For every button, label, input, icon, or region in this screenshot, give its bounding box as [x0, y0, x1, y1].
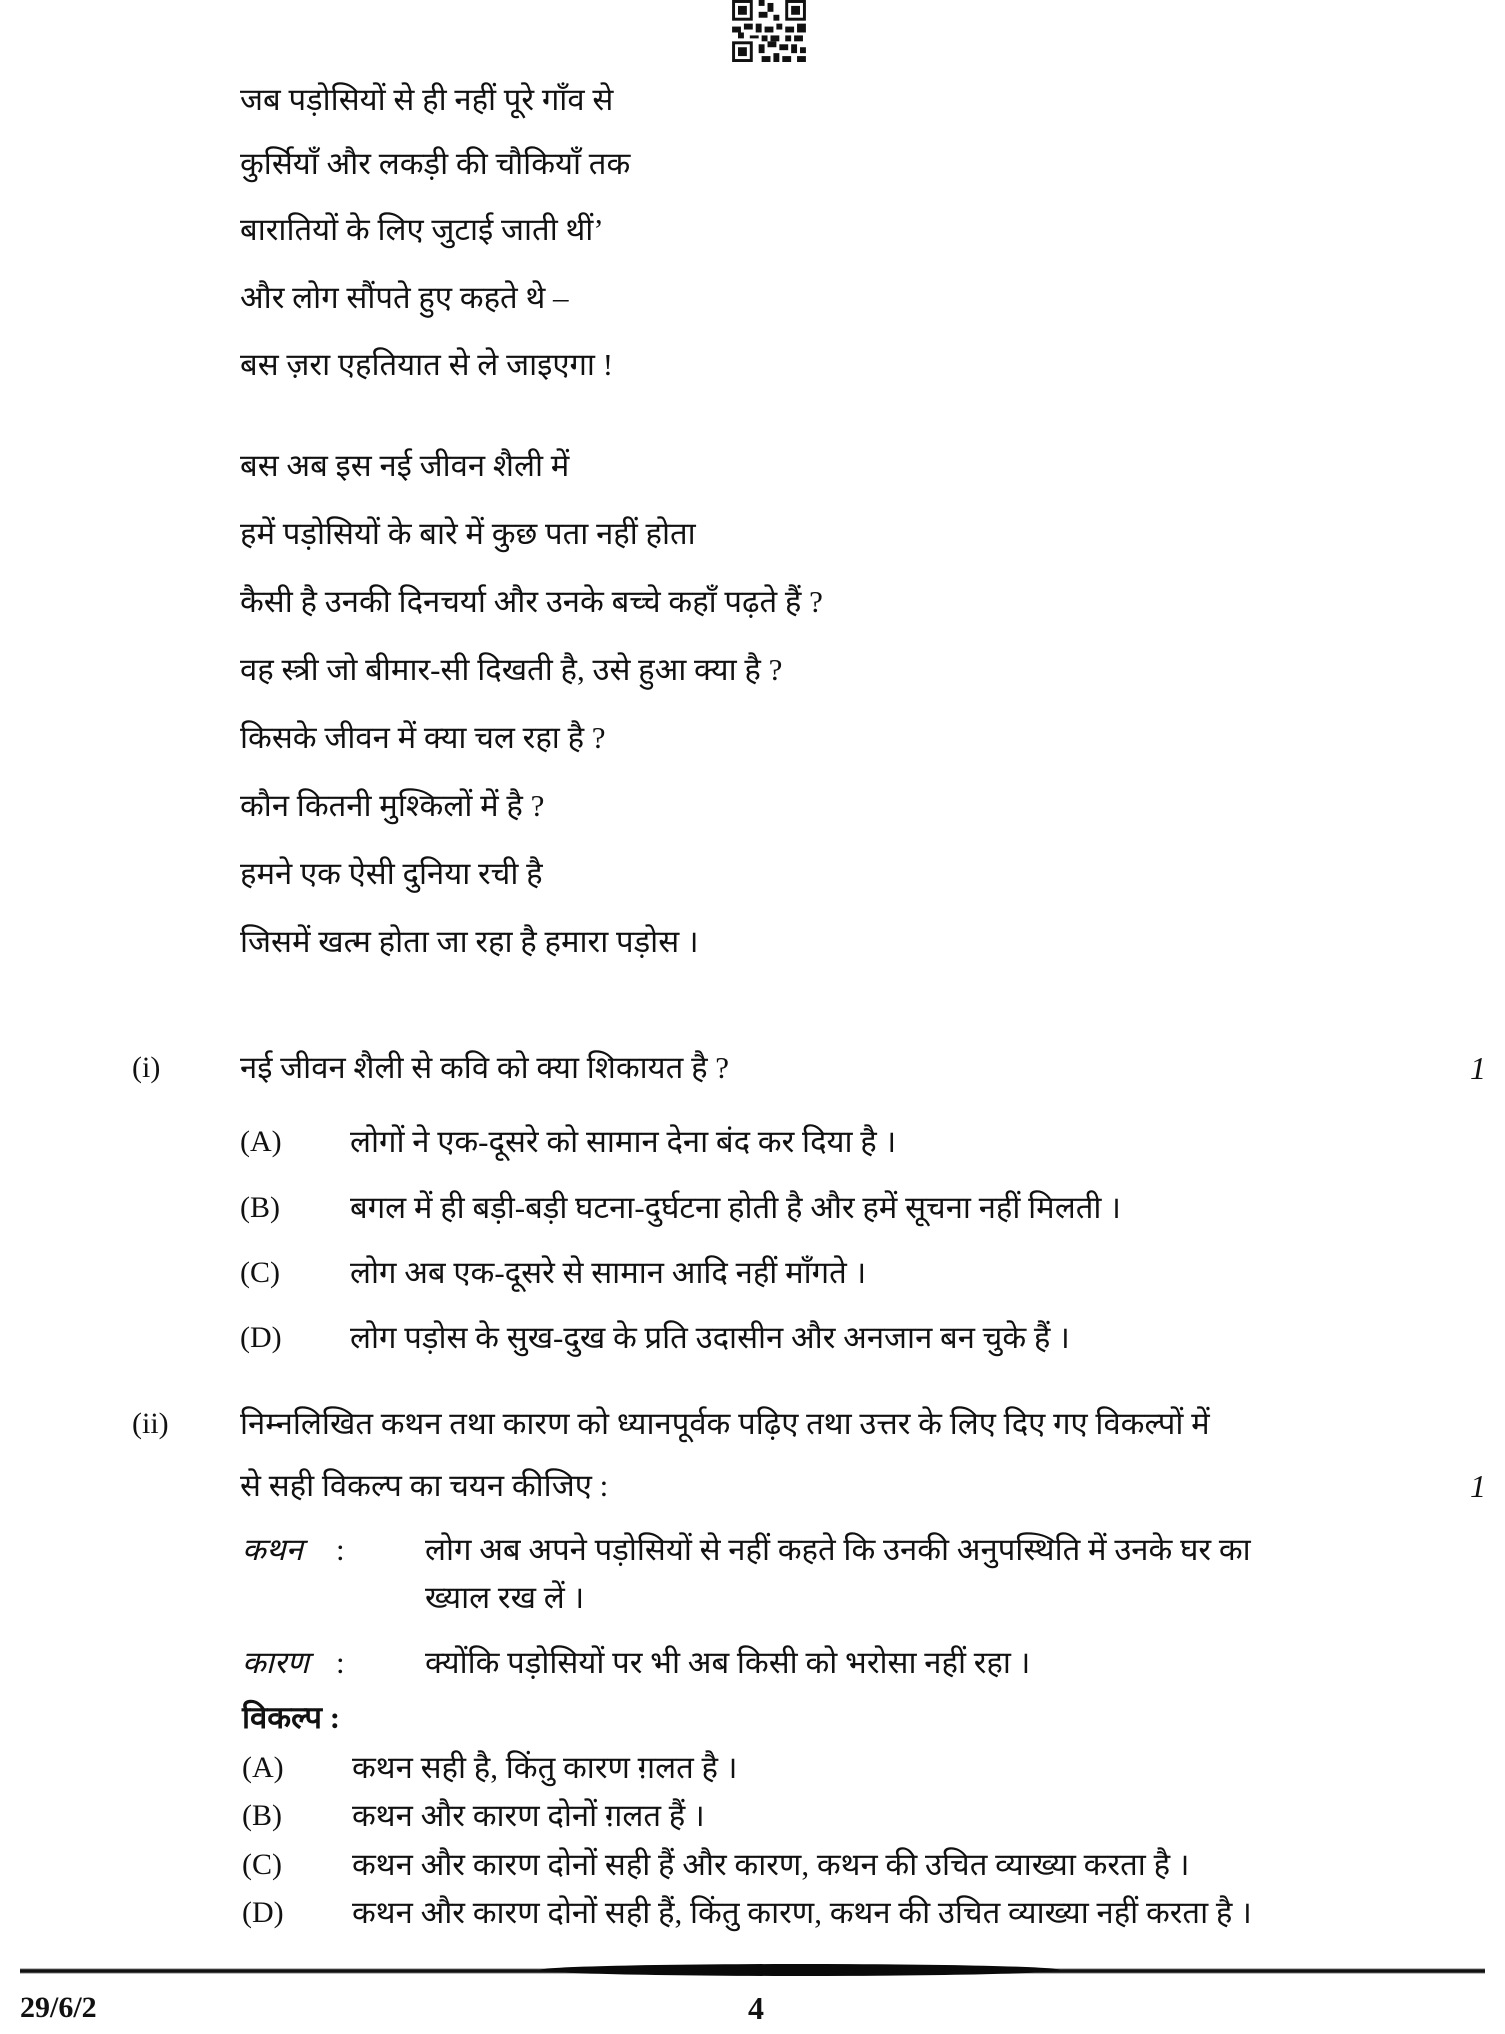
question-marks: 1 — [1470, 1468, 1486, 1504]
poem-line: हमने एक ऐसी दुनिया रची है — [240, 856, 543, 891]
poem-line: कैसी है उनकी दिनचर्या और उनके बच्चे कहाँ पढ़ते हैं ? — [240, 584, 823, 619]
assertion-colon: : — [336, 1532, 345, 1567]
poem-line: कुर्सियाँ और लकड़ी की चौकियाँ तक — [240, 146, 631, 181]
option-label-c: (C) — [242, 1848, 282, 1881]
poem-line: बस ज़रा एहतियात से ले जाइएगा ! — [240, 347, 614, 382]
question-text: नई जीवन शैली से कवि को क्या शिकायत है ? — [240, 1050, 730, 1085]
option-label-a: (A) — [240, 1125, 282, 1158]
option-label-a: (A) — [242, 1751, 284, 1784]
page-number: 4 — [748, 1990, 764, 2026]
poem-line: वह स्त्री जो बीमार-सी दिखती है, उसे हुआ क्या है ? — [240, 652, 783, 687]
poem-line: बस अब इस नई जीवन शैली में — [240, 448, 570, 483]
option-label-c: (C) — [240, 1256, 280, 1289]
option-c[interactable]: कथन और कारण दोनों सही हैं और कारण, कथन की उचित व्याख्या करता है । — [352, 1847, 1190, 1882]
paper-code: 29/6/2 — [20, 1991, 97, 2024]
option-label-b: (B) — [242, 1799, 282, 1832]
poem-line: और लोग सौंपते हुए कहते थे – — [240, 280, 569, 315]
assertion-text-line-1: लोग अब अपने पड़ोसियों से नहीं कहते कि उनकी अनुपस्थिति में उनके घर का — [425, 1532, 1251, 1567]
option-d[interactable]: कथन और कारण दोनों सही हैं, किंतु कारण, कथन की उचित व्याख्या नहीं करता है । — [352, 1895, 1252, 1930]
option-label-d: (D) — [242, 1896, 284, 1929]
poem-line: बारातियों के लिए जुटाई जाती थीं’ — [240, 212, 604, 247]
footer-divider-thick — [540, 1964, 1060, 1976]
question-number: (ii) — [132, 1407, 169, 1440]
assertion-text-line-2: ख्याल रख लें । — [425, 1580, 585, 1615]
option-d[interactable]: लोग पड़ोस के सुख-दुख के प्रति उदासीन और अनजान बन चुके हैं । — [350, 1320, 1070, 1355]
poem-line: किसके जीवन में क्या चल रहा है ? — [240, 720, 606, 755]
option-label-b: (B) — [240, 1191, 280, 1224]
options-heading: विकल्प : — [242, 1700, 341, 1735]
question-text-line-2: से सही विकल्प का चयन कीजिए : — [240, 1468, 609, 1503]
question-text-line-1: निम्नलिखित कथन तथा कारण को ध्यानपूर्वक पढ़िए तथा उत्तर के लिए दिए गए विकल्पों में — [240, 1406, 1210, 1441]
qr-code-icon — [732, 0, 806, 62]
option-c[interactable]: लोग अब एक-दूसरे से सामान आदि नहीं माँगते । — [350, 1255, 867, 1290]
option-label-d: (D) — [240, 1321, 282, 1354]
question-number: (i) — [132, 1051, 161, 1084]
assertion-label: कथन — [242, 1532, 303, 1567]
option-b[interactable]: कथन और कारण दोनों ग़लत हैं । — [352, 1798, 705, 1833]
reason-text: क्योंकि पड़ोसियों पर भी अब किसी को भरोसा नहीं रहा । — [425, 1645, 1031, 1680]
question-marks: 1 — [1470, 1050, 1486, 1086]
poem-line: जिसमें खत्म होता जा रहा है हमारा पड़ोस । — [240, 924, 699, 959]
reason-colon: : — [336, 1645, 345, 1680]
poem-line: कौन कितनी मुश्किलों में है ? — [240, 788, 545, 823]
option-a[interactable]: कथन सही है, किंतु कारण ग़लत है । — [352, 1750, 738, 1785]
reason-label: कारण — [242, 1645, 309, 1680]
poem-line: जब पड़ोसियों से ही नहीं पूरे गाँव से — [240, 82, 614, 117]
poem-line: हमें पड़ोसियों के बारे में कुछ पता नहीं होता — [240, 516, 696, 551]
option-a[interactable]: लोगों ने एक-दूसरे को सामान देना बंद कर दिया है । — [350, 1124, 897, 1159]
option-b[interactable]: बगल में ही बड़ी-बड़ी घटना-दुर्घटना होती है और हमें सूचना नहीं मिलती । — [350, 1190, 1121, 1225]
